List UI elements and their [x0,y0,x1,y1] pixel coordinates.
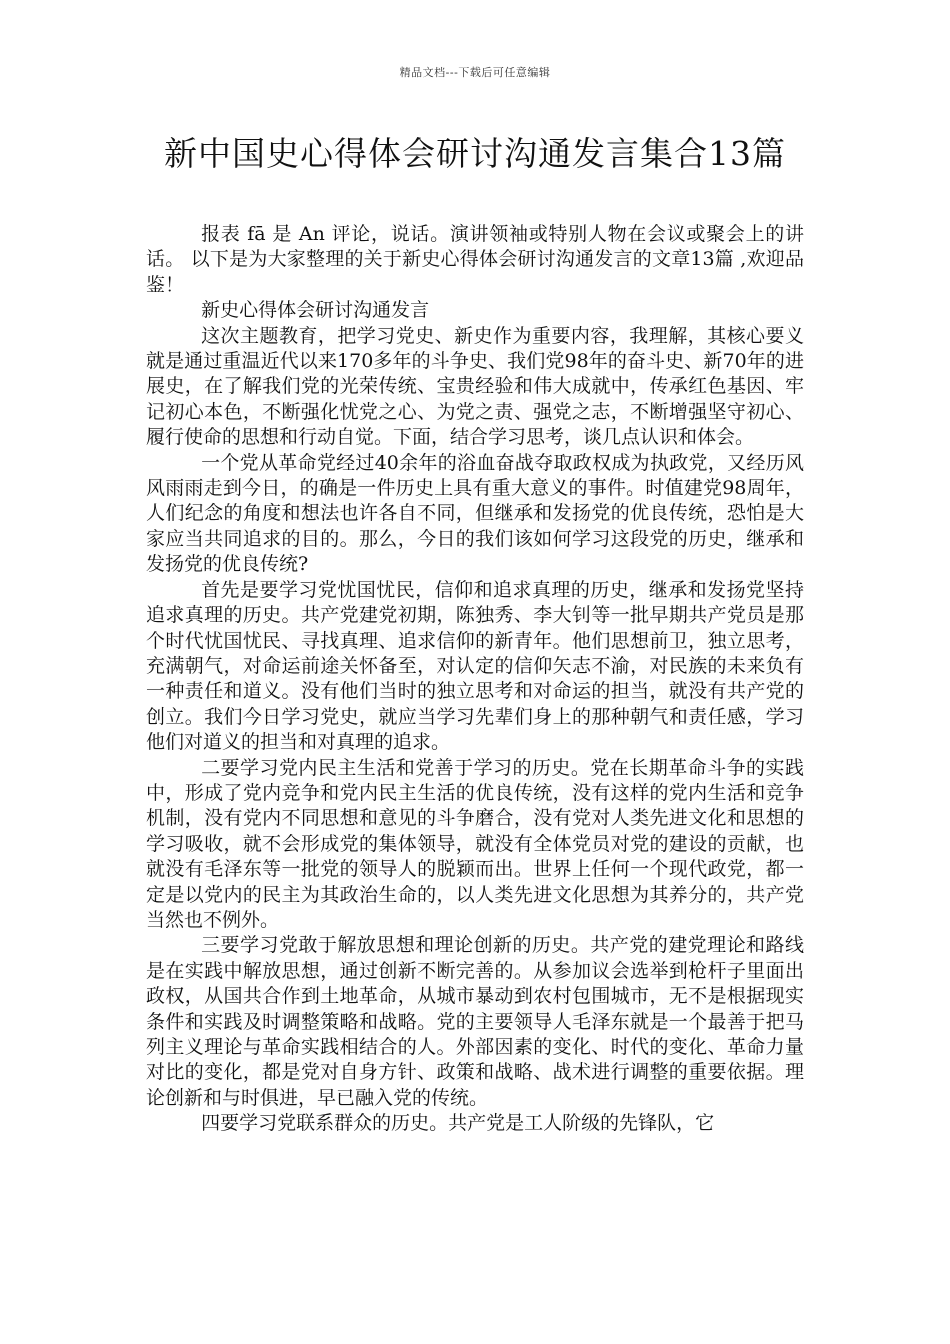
paragraph: 三要学习党敢于解放思想和理论创新的历史。共产党的建党理论和路线是在实践中解放思想，通过创新不断完善的。从参加议会选举到枪杆子里面出政权，从国共合作到土地革命，从城市暴动到农村包围城市，无不是根据现实条件和实践及时调整策略和战略。党的主要领导人毛泽东就是一个最善于把马列主义理论与革命实践相结合的人。外部因素的变化、时代的变化、革命力量对比的变化，都是党对自身方针、政策和战略、战术进行调整的重要依据。理论创新和与时俱进，早已融入党的传统。 [146,934,804,1109]
paragraph: 首先是要学习党忧国忧民，信仰和追求真理的历史，继承和发扬党坚持追求真理的历史。共产党建党初期，陈独秀、李大钊等一批早期共产党员是那个时代忧国忧民、寻找真理、追求信仰的新青年。他们思想前卫，独立思考，充满朝气，对命运前途关怀备至，对认定的信仰矢志不渝，对民族的未来负有一种责任和道义。没有他们当时的独立思考和对命运的担当，就没有共产党的创立。我们今日学习党史，就应当学习先辈们身上的那种朝气和责任感，学习他们对道义的担当和对真理的追求。 [146,578,804,754]
paragraph: 这次主题教育，把学习党史、新史作为重要内容，我理解，其核心要义就是通过重温近代以来170多年的斗争史、我们党98年的奋斗史、新70年的进展史，在了解我们党的光荣传统、宝贵经验和伟大成就中，传承红色基因、牢记初心本色，不断强化忧党之心、为党之责、强党之志，不断增强坚守初心、履行使命的思想和行动自觉。下面，结合学习思考，谈几点认识和体会。 [146,324,804,449]
page-title: 新中国史心得体会研讨沟通发言集合13篇 [164,134,786,173]
header-note: 精品文档---下载后可任意编辑 [399,66,551,79]
paragraph: 二要学习党内民主生活和党善于学习的历史。党在长期革命斗争的实践中，形成了党内竞争和党内民主生活的优良传统，没有这样的党内生活和竞争机制，没有党内不同思想和意见的斗争磨合，没有党对人类先进文化和思想的学习吸收，就不会形成党的集体领导，就没有全体党员对党的建设的贡献，也就没有毛泽东等一批党的领导人的脱颖而出。世界上任何一个现代政党，都一定是以党内的民主为其政治生命的，以人类先进文化思想为其养分的，共产党当然也不例外。 [146,756,804,931]
paragraph-intro: 报表 fā 是 An 评论，说话。演讲领袖或特别人物在会议或聚会上的讲话。 以下是为大家整理的关于新史心得体会研讨沟通发言的文章13篇 ,欢迎品鉴！ [146,223,804,296]
document-body [146,222,804,1137]
paragraph: 四要学习党联系群众的历史。共产党是工人阶级的先锋队，它 [201,1112,715,1135]
paragraph: 一个党从革命党经过40余年的浴血奋战夺取政权成为执政党，又经历风风雨雨走到今日，的确是一件历史上具有重大意义的事件。时值建党98周年，人们纪念的角度和想法也许各自不同，但继承和发扬党的优良传统，恐怕是大家应当共同追求的目的。那么，今日的我们该如何学习这段党的历史，继承和发扬党的优良传统? [146,451,804,576]
paragraph-subheading: 新史心得体会研讨沟通发言 [201,299,430,322]
